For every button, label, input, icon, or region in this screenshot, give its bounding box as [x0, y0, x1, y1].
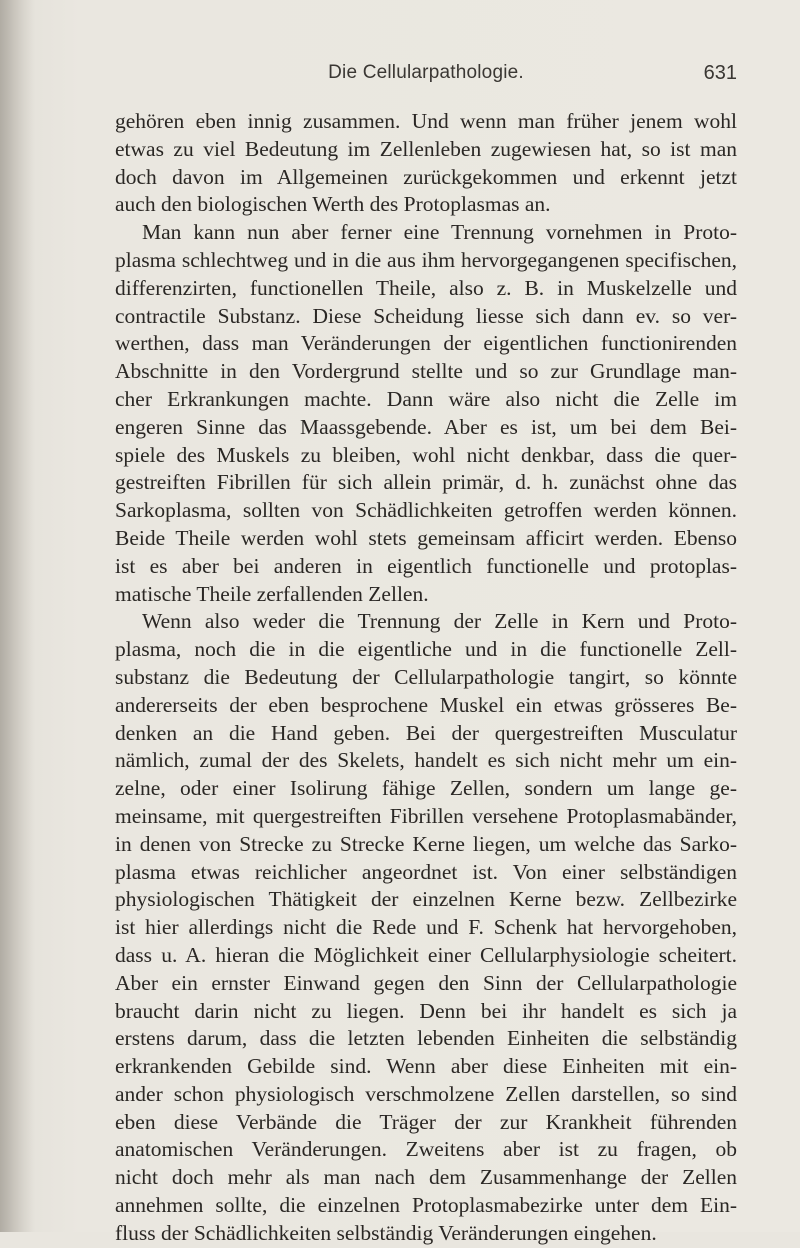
paragraph-2: [115, 219, 737, 608]
text-body: [115, 108, 737, 1248]
text-line: Man kann nun aber ferner eine Trennung vornehmen in Proto-: [142, 220, 737, 245]
text-line: in denen von Strecke zu Strecke Kerne liegen, um welche das Sarko-: [115, 831, 737, 856]
text-line: fluss der Schädlichkeiten selbständig Veränderungen eingehen.: [115, 1220, 657, 1245]
text-line: auch den biologischen Werth des Protoplasmas an.: [115, 192, 551, 217]
text-line: eben diese Verbände die Träger der zur Krankheit führenden: [115, 1109, 737, 1134]
text-line: ander schon physiologisch verschmolzene Zellen darstellen, so sind: [115, 1081, 737, 1106]
running-title: Die Cellularpathologie.: [328, 62, 524, 83]
text-line: cher Erkrankungen machte. Dann wäre also nicht die Zelle im: [115, 386, 737, 411]
text-line: plasma, noch die in die eigentliche und in die functionelle Zell-: [115, 637, 737, 662]
page-binding-shadow: [0, 0, 34, 1232]
text-line: spiele des Muskels zu bleiben, wohl nicht denkbar, dass die quer-: [115, 442, 737, 467]
text-line: denken an die Hand geben. Bei der quergestreiften Musculatur: [115, 720, 737, 745]
text-line: engeren Sinne das Maassgebende. Aber es ist, um bei dem Bei-: [115, 414, 737, 439]
text-line: plasma etwas reichlicher angeordnet ist. Von einer selbständigen: [115, 859, 737, 884]
text-line: plasma schlechtweg und in die aus ihm hervorgegangenen specifischen,: [115, 247, 737, 272]
text-line: differenzirten, functionellen Theile, also z. B. in Muskelzelle und: [115, 275, 737, 300]
text-line: gestreiften Fibrillen für sich allein primär, d. h. zunächst ohne das: [115, 470, 737, 495]
text-line: zelne, oder einer Isolirung fähige Zellen, sondern um lange ge-: [115, 776, 737, 801]
text-line: werthen, dass man Veränderungen der eigentlichen functionirenden: [115, 331, 737, 356]
text-line: annehmen sollte, die einzelnen Protoplasmabezirke unter dem Ein-: [115, 1193, 737, 1218]
text-line: ist es aber bei anderen in eigentlich functionelle und protoplas-: [115, 553, 737, 578]
text-line: erkrankenden Gebilde sind. Wenn aber diese Einheiten mit ein-: [115, 1054, 737, 1079]
text-line: etwas zu viel Bedeutung im Zellenleben zugewiesen hat, so ist man: [115, 136, 737, 161]
running-head: [115, 62, 737, 92]
text-line: doch davon im Allgemeinen zurückgekommen und erkennt jetzt: [115, 164, 737, 189]
text-line: meinsame, mit quergestreiften Fibrillen versehene Protoplasmabänder,: [115, 803, 737, 828]
text-line: Aber ein ernster Einwand gegen den Sinn der Cellularpathologie: [115, 970, 737, 995]
text-line: Sarkoplasma, sollten von Schädlichkeiten getroffen werden können.: [115, 498, 737, 523]
paragraph-1: [115, 108, 737, 219]
text-line: Abschnitte in den Vordergrund stellte und so zur Grundlage man-: [115, 359, 737, 384]
page-number: 631: [703, 62, 737, 84]
text-line: ist hier allerdings nicht die Rede und F. Schenk hat hervorgehoben,: [115, 915, 737, 940]
text-line: braucht darin nicht zu liegen. Denn bei ihr handelt es sich ja: [115, 998, 737, 1023]
text-line: anatomischen Veränderungen. Zweitens aber ist zu fragen, ob: [115, 1137, 737, 1162]
text-line: Wenn also weder die Trennung der Zelle in Kern und Proto-: [142, 609, 737, 634]
text-line: matische Theile zerfallenden Zellen.: [115, 581, 429, 606]
text-line: nicht doch mehr als man nach dem Zusammenhange der Zellen: [115, 1165, 737, 1190]
text-line: gehören eben innig zusammen. Und wenn man früher jenem wohl: [115, 109, 737, 133]
text-line: substanz die Bedeutung der Cellularpathologie tangirt, so könnte: [115, 664, 737, 689]
text-line: nämlich, zumal der des Skelets, handelt es sich nicht mehr um ein-: [115, 748, 737, 773]
text-line: andererseits der eben besprochene Muskel ein etwas grösseres Be-: [115, 692, 737, 717]
text-line: dass u. A. hieran die Möglichkeit einer Cellularphysiologie scheitert.: [115, 942, 737, 967]
text-line: physiologischen Thätigkeit der einzelnen Kerne bezw. Zellbezirke: [115, 887, 737, 912]
text-line: erstens darum, dass die letzten lebenden Einheiten die selbständig: [115, 1026, 737, 1051]
paragraph-3: [115, 608, 737, 1247]
text-line: contractile Substanz. Diese Scheidung liesse sich dann ev. so ver-: [115, 303, 737, 328]
text-line: Beide Theile werden wohl stets gemeinsam afficirt werden. Ebenso: [115, 525, 737, 550]
